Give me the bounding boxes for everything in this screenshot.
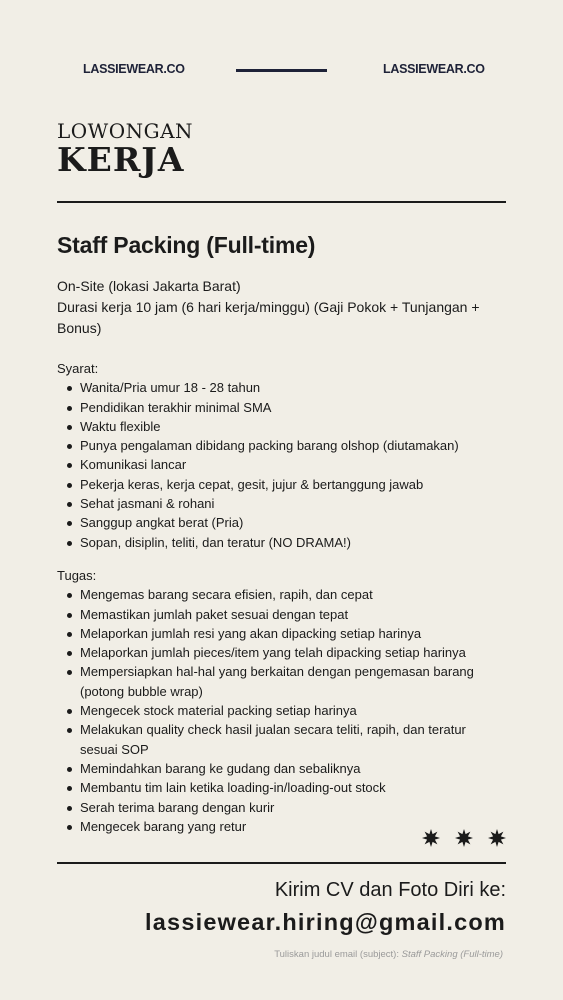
requirement-item: Sanggup angkat berat (Pria) [80,513,507,532]
requirements-heading: Syarat: [57,361,99,376]
star-icon [487,828,507,848]
tasks-heading: Tugas: [57,568,97,583]
job-location: On-Site (lokasi Jakarta Barat) [57,278,241,294]
task-item: Membantu tim lain ketika loading-in/loading-out stock [80,778,507,797]
task-item: Mengecek stock material packing setiap harinya [80,701,507,720]
requirements-list [57,378,507,552]
divider-bottom [57,862,506,864]
star-decoration [421,828,511,850]
star-icon [421,828,441,848]
requirement-item: Punya pengalaman dibidang packing barang olshop (diutamakan) [80,436,507,455]
task-item: Melakukan quality check hasil jualan secara teliti, rapih, dan teratur sesuai SOP [80,720,507,759]
task-item: Melaporkan jumlah resi yang akan dipacking setiap harinya [80,624,507,643]
requirement-item: Sehat jasmani & rohani [80,494,507,513]
requirement-item: Pekerja keras, kerja cepat, gesit, jujur & bertanggung jawab [80,475,507,494]
top-divider [236,69,327,72]
brand-right: LASSIEWEAR.CO [383,62,485,76]
task-item: Mempersiapkan hal-hal yang berkaitan dengan pengemasan barang (potong bubble wrap) [80,662,507,701]
star-icon [454,828,474,848]
subject-note-title: Staff Packing (Full-time) [401,949,503,960]
logo [57,120,193,178]
task-item: Memindahkan barang ke gudang dan sebaliknya [80,759,507,778]
task-item: Mengecek barang yang retur [80,817,507,836]
task-item: Memastikan jumlah paket sesuai dengan tepat [80,605,507,624]
subject-note-prefix: Tuliskan judul email (subject): [274,949,399,960]
job-info [57,276,497,339]
subject-note [274,949,503,960]
tasks-list [57,585,507,836]
logo-line-1: LOWONGAN [57,119,194,143]
brand-left: LASSIEWEAR.CO [83,62,185,76]
tasks-section [57,566,507,836]
requirements-section [57,359,507,552]
task-item: Melaporkan jumlah pieces/item yang telah dipacking setiap harinya [80,643,507,662]
divider-top [57,201,506,203]
task-item: Serah terima barang dengan kurir [80,798,507,817]
requirement-item: Wanita/Pria umur 18 - 28 tahun [80,378,507,397]
requirement-item: Pendidikan terakhir minimal SMA [80,398,507,417]
contact-email[interactable]: lassiewear.hiring@gmail.com [145,909,506,935]
requirement-item: Komunikasi lancar [80,455,507,474]
top-bar [0,62,563,78]
task-item: Mengemas barang secara efisien, rapih, dan cepat [80,585,507,604]
cta-text: Kirim CV dan Foto Diri ke: [274,879,506,901]
job-title: Staff Packing (Full-time) [57,232,316,258]
logo-line-2: KERJA [57,140,185,179]
requirement-item: Sopan, disiplin, teliti, dan teratur (NO DRAMA!) [80,533,507,552]
job-duration: Durasi kerja 10 jam (6 hari kerja/minggu) (Gaji Pokok + Tunjangan + Bonus) [57,299,480,336]
requirement-item: Waktu flexible [80,417,507,436]
